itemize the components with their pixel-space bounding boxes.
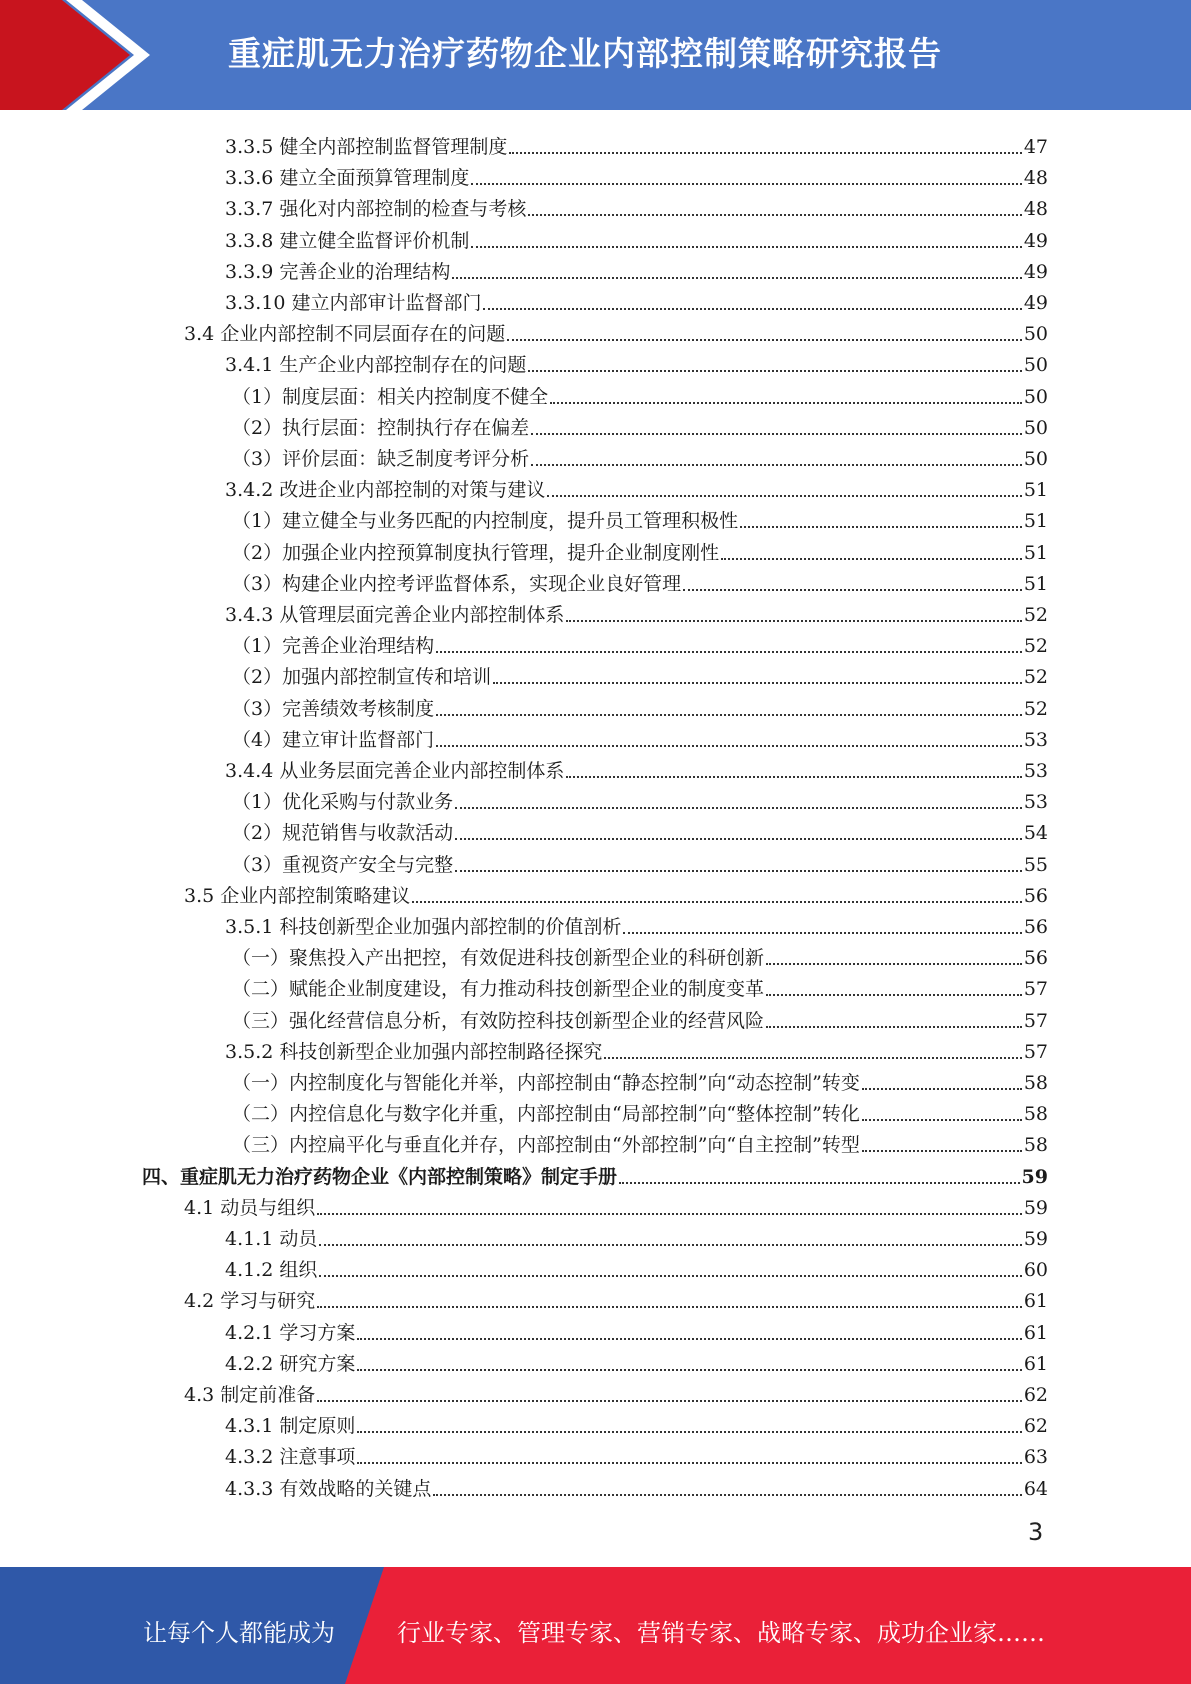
toc-entry-page: 57: [1023, 1040, 1048, 1063]
toc-entry[interactable]: [232, 813, 1048, 844]
toc-entry-title: （2）执行层面：控制执行存在偏差: [232, 416, 530, 439]
toc-entry-title: 3.5.1 科技创新型企业加强内部控制的价值剖析: [225, 916, 622, 938]
toc-entry-page: 58: [1023, 1134, 1048, 1157]
header-title: 重症肌无力治疗药物企业内部控制策略研究报告: [228, 34, 942, 73]
toc-entry[interactable]: [225, 345, 1048, 376]
toc-dot-leader: [766, 963, 1022, 965]
toc-entry-title: （2）规范销售与收款活动: [232, 822, 454, 845]
toc-entry[interactable]: [232, 938, 1048, 969]
toc-entry-page: 63: [1023, 1446, 1048, 1469]
toc-entry[interactable]: [232, 782, 1048, 813]
toc-dot-leader: [566, 620, 1021, 622]
toc-entry[interactable]: [232, 689, 1048, 720]
toc-entry[interactable]: [232, 1094, 1048, 1125]
toc-dot-leader: [862, 1119, 1022, 1121]
toc-entry-page: 64: [1023, 1477, 1048, 1500]
toc-entry-title: 3.4.4 从业务层面完善企业内部控制体系: [225, 760, 565, 782]
toc-entry-title: （1）建立健全与业务匹配的内控制度，提升员工管理积极性: [232, 510, 739, 533]
toc-entry-page: 50: [1023, 323, 1048, 346]
toc-entry-title: 3.4.3 从管理层面完善企业内部控制体系: [225, 604, 565, 626]
toc-entry-title: （2）加强内部控制宣传和培训: [232, 666, 492, 689]
toc-entry-title: 4.3.3 有效战略的关键点: [225, 1477, 432, 1500]
toc-dot-leader: [452, 277, 1021, 279]
toc-entry-page: 53: [1023, 728, 1048, 751]
toc-entry-page: 56: [1023, 916, 1048, 938]
toc-entry-page: 59: [1023, 1196, 1048, 1219]
toc-dot-leader: [766, 1026, 1022, 1028]
toc-entry-title: 3.3.7 强化对内部控制的检查与考核: [225, 198, 527, 221]
toc-entry[interactable]: [225, 1344, 1048, 1375]
toc-dot-leader: [862, 1150, 1022, 1152]
toc-dot-leader: [455, 807, 1022, 809]
toc-entry-page: 47: [1023, 136, 1048, 158]
toc-entry-page: 51: [1023, 479, 1048, 502]
toc-entry-title: （三）强化经营信息分析，有效防控科技创新型企业的经营风险: [232, 1009, 765, 1032]
toc-dot-leader: [683, 589, 1022, 591]
toc-dot-leader: [436, 651, 1022, 653]
toc-entry[interactable]: [225, 1469, 1048, 1500]
toc-entry-title: 4.3 制定前准备: [184, 1384, 316, 1406]
toc-dot-leader: [357, 1338, 1021, 1340]
toc-dot-leader: [766, 994, 1022, 996]
toc-dot-leader: [436, 714, 1022, 716]
footer-slogan-left: 让每个人都能成为: [143, 1619, 335, 1647]
toc-entry-page: 52: [1023, 604, 1048, 626]
toc-entry-title: 4.1.2 组织: [225, 1259, 318, 1282]
toc-entry-page: 50: [1023, 385, 1048, 408]
toc-dot-leader: [721, 558, 1022, 560]
toc-entry-page: 49: [1023, 229, 1048, 252]
toc-entry[interactable]: [225, 751, 1048, 782]
toc-dot-leader: [507, 339, 1022, 341]
toc-dot-leader: [433, 1494, 1021, 1496]
toc-entry[interactable]: [232, 1063, 1048, 1094]
toc-entry-title: （3）评价层面：缺乏制度考评分析: [232, 448, 530, 470]
toc-entry-title: 3.4.2 改进企业内部控制的对策与建议: [225, 479, 546, 502]
toc-entry-title: 3.5.2 科技创新型企业加强内部控制路径探究: [225, 1040, 603, 1063]
toc-entry-title: 4.1.1 动员: [225, 1228, 318, 1250]
page-footer: [0, 1567, 1191, 1684]
toc-entry-page: 55: [1023, 853, 1048, 876]
toc-dot-leader: [455, 838, 1022, 840]
toc-entry-page: 50: [1023, 354, 1048, 377]
toc-entry-title: 四、重症肌无力治疗药物企业《内部控制策略》制定手册: [142, 1165, 618, 1188]
toc-entry-title: （三）内控扁平化与垂直化并存，内部控制由“外部控制”向“自主控制”转型: [232, 1134, 860, 1157]
toc-entry[interactable]: [232, 533, 1048, 564]
toc-entry[interactable]: [225, 1313, 1048, 1344]
toc-entry-page: 48: [1023, 198, 1048, 221]
toc-entry-page: 59: [1023, 1228, 1048, 1250]
toc-entry-page: 50: [1023, 448, 1048, 470]
toc-entry[interactable]: [232, 377, 1048, 408]
toc-entry-title: 4.2.1 学习方案: [225, 1321, 356, 1344]
header-arrow-decoration: [0, 0, 160, 110]
toc-entry-page: 52: [1023, 697, 1048, 720]
footer-slogan-right: 行业专家、管理专家、营销专家、战略专家、成功企业家……: [397, 1619, 1045, 1647]
toc-entry-title: （1）完善企业治理结构: [232, 635, 435, 658]
toc-dot-leader: [604, 1057, 1021, 1059]
toc-dot-leader: [531, 433, 1022, 435]
toc-entry-title: （二）内控信息化与数字化并重，内部控制由“局部控制”向“整体控制”转化: [232, 1103, 860, 1126]
toc-entry-page: 49: [1023, 292, 1048, 314]
toc-dot-leader: [509, 152, 1021, 154]
toc-entry-title: 3.3.5 健全内部控制监督管理制度: [225, 136, 508, 158]
toc-entry-title: 3.3.10 建立内部审计监督部门: [225, 292, 482, 314]
toc-entry-page: 49: [1023, 260, 1048, 283]
toc-dot-leader: [528, 370, 1021, 372]
toc-entry[interactable]: [232, 501, 1048, 532]
toc-entry[interactable]: [184, 1188, 1048, 1219]
toc-entry-title: 4.3.2 注意事项: [225, 1446, 356, 1469]
toc-dot-leader: [547, 495, 1021, 497]
toc-entry-title: 3.3.8 建立健全监督评价机制: [225, 229, 470, 252]
toc-dot-leader: [317, 1400, 1022, 1402]
toc-entry-page: 60: [1023, 1259, 1048, 1282]
toc-entry-page: 51: [1023, 510, 1048, 533]
toc-entry-title: 4.3.1 制定原则: [225, 1415, 356, 1438]
toc-entry[interactable]: [225, 158, 1048, 189]
toc-entry[interactable]: [142, 1157, 1048, 1188]
toc-dot-leader: [619, 1182, 1020, 1184]
toc-entry[interactable]: [232, 969, 1048, 1000]
toc-entry[interactable]: [232, 439, 1048, 470]
toc-entry-page: 56: [1023, 947, 1048, 970]
toc-dot-leader: [493, 682, 1022, 684]
toc-dot-leader: [319, 1244, 1021, 1246]
toc-dot-leader: [862, 1088, 1022, 1090]
toc-entry-page: 50: [1023, 416, 1048, 439]
toc-dot-leader: [317, 1306, 1022, 1308]
toc-dot-leader: [357, 1369, 1021, 1371]
toc-dot-leader: [550, 402, 1022, 404]
toc-entry-title: （一）内控制度化与智能化并举，内部控制由“静态控制”向“动态控制”转变: [232, 1072, 860, 1094]
toc-entry-page: 51: [1023, 541, 1048, 564]
toc-entry-page: 52: [1023, 635, 1048, 658]
toc-dot-leader: [319, 1275, 1021, 1277]
toc-entry-title: （一）聚焦投入产出把控，有效促进科技创新型企业的科研创新: [232, 947, 765, 970]
toc-entry-page: 52: [1023, 666, 1048, 689]
toc-entry-title: （3）完善绩效考核制度: [232, 697, 435, 720]
toc-entry[interactable]: [225, 1437, 1048, 1468]
toc-entry-page: 53: [1023, 791, 1048, 814]
toc-dot-leader: [740, 526, 1022, 528]
toc-entry[interactable]: [225, 127, 1048, 158]
toc-dot-leader: [483, 308, 1021, 310]
toc-entry-title: 3.4.1 生产企业内部控制存在的问题: [225, 354, 527, 377]
page-number: 3: [1028, 1518, 1044, 1546]
toc-entry-page: 48: [1023, 167, 1048, 190]
toc-entry[interactable]: [225, 1032, 1048, 1063]
toc-entry-title: （3）重视资产安全与完整: [232, 853, 454, 876]
toc-dot-leader: [455, 870, 1022, 872]
toc-entry[interactable]: [225, 1406, 1048, 1437]
toc-entry[interactable]: [225, 221, 1048, 252]
toc-dot-leader: [471, 246, 1021, 248]
toc-entry[interactable]: [225, 189, 1048, 220]
toc-entry-page: 57: [1023, 978, 1048, 1001]
toc-entry-page: 61: [1023, 1290, 1048, 1313]
toc-dot-leader: [566, 776, 1021, 778]
toc-entry[interactable]: [225, 1250, 1048, 1281]
page-header: [0, 0, 1191, 110]
toc-entry-page: 61: [1023, 1352, 1048, 1375]
toc-entry-page: 62: [1023, 1384, 1048, 1406]
toc-entry[interactable]: [225, 1219, 1048, 1250]
toc-entry-title: 3.3.9 完善企业的治理结构: [225, 260, 451, 283]
toc-entry[interactable]: [184, 1281, 1048, 1312]
toc-entry[interactable]: [232, 408, 1048, 439]
toc-entry[interactable]: [225, 283, 1048, 314]
toc-entry-title: 4.2.2 研究方案: [225, 1352, 356, 1375]
toc-dot-leader: [436, 745, 1022, 747]
toc-entry[interactable]: [225, 595, 1048, 626]
toc-entry-title: 3.4 企业内部控制不同层面存在的问题: [184, 323, 506, 346]
toc-entry-title: 4.2 学习与研究: [184, 1290, 316, 1313]
toc-entry-page: 57: [1023, 1009, 1048, 1032]
toc-entry[interactable]: [232, 845, 1048, 876]
toc-dot-leader: [471, 183, 1021, 185]
toc-entry-title: （4）建立审计监督部门: [232, 728, 435, 751]
toc-dot-leader: [623, 932, 1021, 934]
toc-entry-page: 61: [1023, 1321, 1048, 1344]
toc-entry-page: 59: [1021, 1165, 1048, 1188]
toc-entry-page: 58: [1023, 1103, 1048, 1126]
toc-entry[interactable]: [232, 720, 1048, 751]
toc-entry[interactable]: [232, 626, 1048, 657]
toc-dot-leader: [531, 464, 1022, 466]
toc-dot-leader: [412, 901, 1022, 903]
toc-entry-title: 4.1 动员与组织: [184, 1196, 316, 1219]
toc-entry[interactable]: [232, 1001, 1048, 1032]
toc-entry-page: 58: [1023, 1072, 1048, 1094]
toc-entry[interactable]: [184, 314, 1048, 345]
toc-entry[interactable]: [184, 1375, 1048, 1406]
toc-entry-page: 51: [1023, 572, 1048, 595]
toc-entry-title: （二）赋能企业制度建设，有力推动科技创新型企业的制度变革: [232, 978, 765, 1001]
toc-entry[interactable]: [232, 1125, 1048, 1156]
toc-entry-title: （2）加强企业内控预算制度执行管理，提升企业制度刚性: [232, 541, 720, 564]
toc-entry-page: 56: [1023, 884, 1048, 907]
toc-entry-title: （3）构建企业内控考评监督体系，实现企业良好管理: [232, 572, 682, 595]
toc-entry-page: 62: [1023, 1415, 1048, 1438]
toc-dot-leader: [317, 1213, 1022, 1215]
toc-entry[interactable]: [225, 907, 1048, 938]
toc-dot-leader: [357, 1462, 1021, 1464]
toc-entry-title: （1）制度层面：相关内控制度不健全: [232, 385, 549, 408]
toc-dot-leader: [357, 1431, 1021, 1433]
toc-entry-title: 3.5 企业内部控制策略建议: [184, 884, 411, 907]
toc-entry[interactable]: [225, 252, 1048, 283]
toc-entry-page: 54: [1023, 822, 1048, 845]
toc-entry-title: 3.3.6 建立全面预算管理制度: [225, 167, 470, 190]
toc-entry[interactable]: [232, 564, 1048, 595]
toc-entry[interactable]: [184, 876, 1048, 907]
toc-dot-leader: [528, 214, 1021, 216]
toc-entry[interactable]: [225, 470, 1048, 501]
toc-entry-title: （1）优化采购与付款业务: [232, 791, 454, 814]
toc-entry[interactable]: [232, 657, 1048, 688]
toc-entry-page: 53: [1023, 760, 1048, 782]
